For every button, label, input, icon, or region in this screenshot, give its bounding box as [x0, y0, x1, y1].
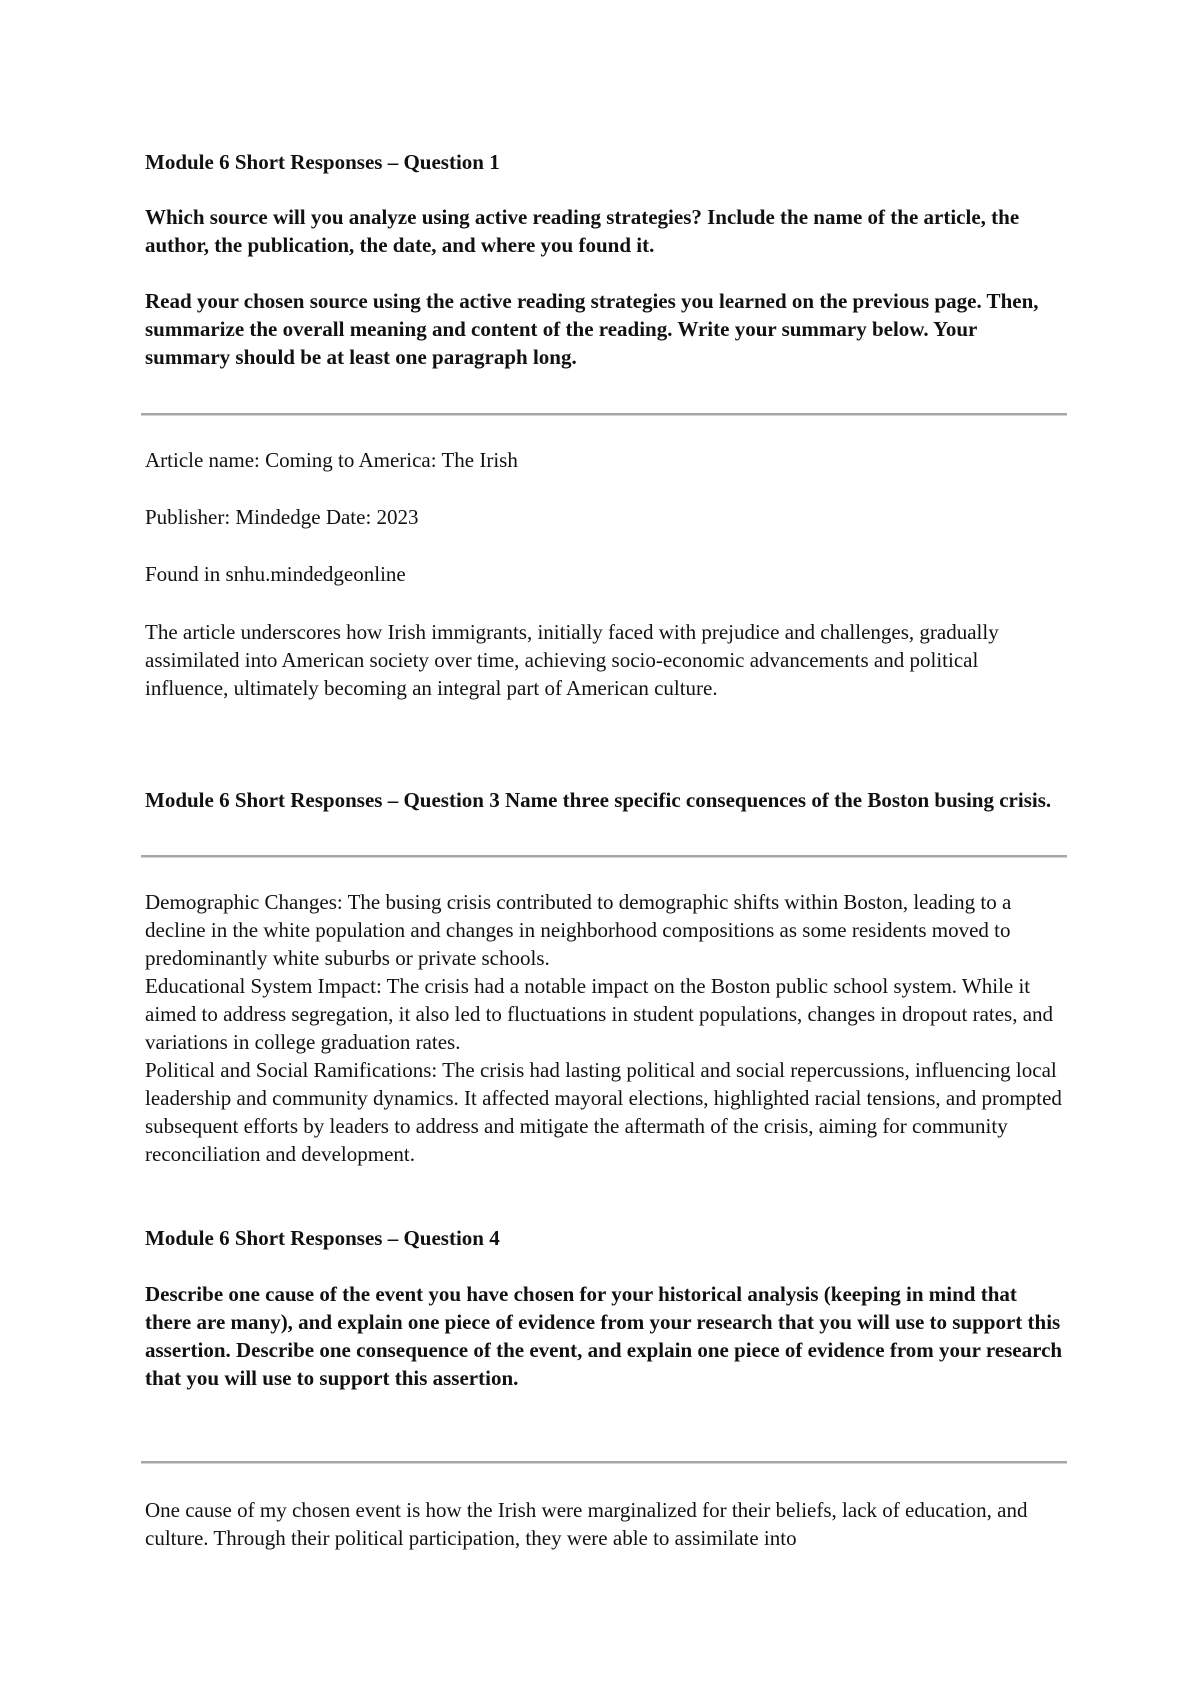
- q4-heading: Module 6 Short Responses – Question 4: [145, 1226, 500, 1250]
- horizontal-rule: [141, 1461, 1067, 1464]
- q3-political-social: Political and Social Ramifications: The crisis had lasting political and social repercussions, influencing local leadership and community dynamics. It affected mayoral elections, highlighted racial tensions, and prompted subsequent efforts by leaders to address and mitigate the aftermath of the crisis, aiming for community reconciliation and development.: [145, 1058, 1062, 1166]
- q4-prompt: Describe one cause of the event you have chosen for your historical analysis (keeping in mind that there are many), and explain one piece of evidence from your research that you will use to support this assertion. Describe one consequence of the event, and explain one piece of evidence from your research that you will use to support this assertion.: [145, 1282, 1063, 1390]
- horizontal-rule: [141, 413, 1067, 416]
- q1-publisher: Publisher: Mindedge Date: 2023: [145, 505, 419, 529]
- q3-demographic-changes: Demographic Changes: The busing crisis contributed to demographic shifts within Boston, leading to a decline in the white population and changes in neighborhood compositions as some residents moved to predominantly white suburbs or private schools.: [145, 890, 1012, 970]
- q1-article-name: Article name: Coming to America: The Irish: [145, 448, 518, 472]
- q1-prompt-source: Which source will you analyze using active reading strategies? Include the name of the article, the author, the publication, the date, and where you found it.: [145, 205, 1020, 257]
- q3-educational-impact: Educational System Impact: The crisis had a notable impact on the Boston public school system. While it aimed to address segregation, it also led to fluctuations in student populations, changes in dropout rates, and variations in college graduation rates.: [145, 974, 1054, 1054]
- q1-found-in: Found in snhu.mindedgeonline: [145, 562, 406, 586]
- q1-prompt-summary: Read your chosen source using the active reading strategies you learned on the previous page. Then, summarize the overall meaning and content of the reading. Write your summary below. Your summary should be at least one paragraph long.: [145, 289, 1039, 369]
- q3-heading: Module 6 Short Responses – Question 3 Name three specific consequences of the Boston busing crisis.: [145, 788, 1052, 812]
- q1-summary: The article underscores how Irish immigrants, initially faced with prejudice and challenges, gradually assimilated into American society over time, achieving socio-economic advancements and political influence, ultimately becoming an integral part of American culture.: [145, 620, 999, 700]
- q1-heading: Module 6 Short Responses – Question 1: [145, 150, 500, 174]
- horizontal-rule: [141, 855, 1067, 858]
- q4-answer: One cause of my chosen event is how the Irish were marginalized for their beliefs, lack of education, and culture. Through their political participation, they were able to assimilate into: [145, 1498, 1028, 1550]
